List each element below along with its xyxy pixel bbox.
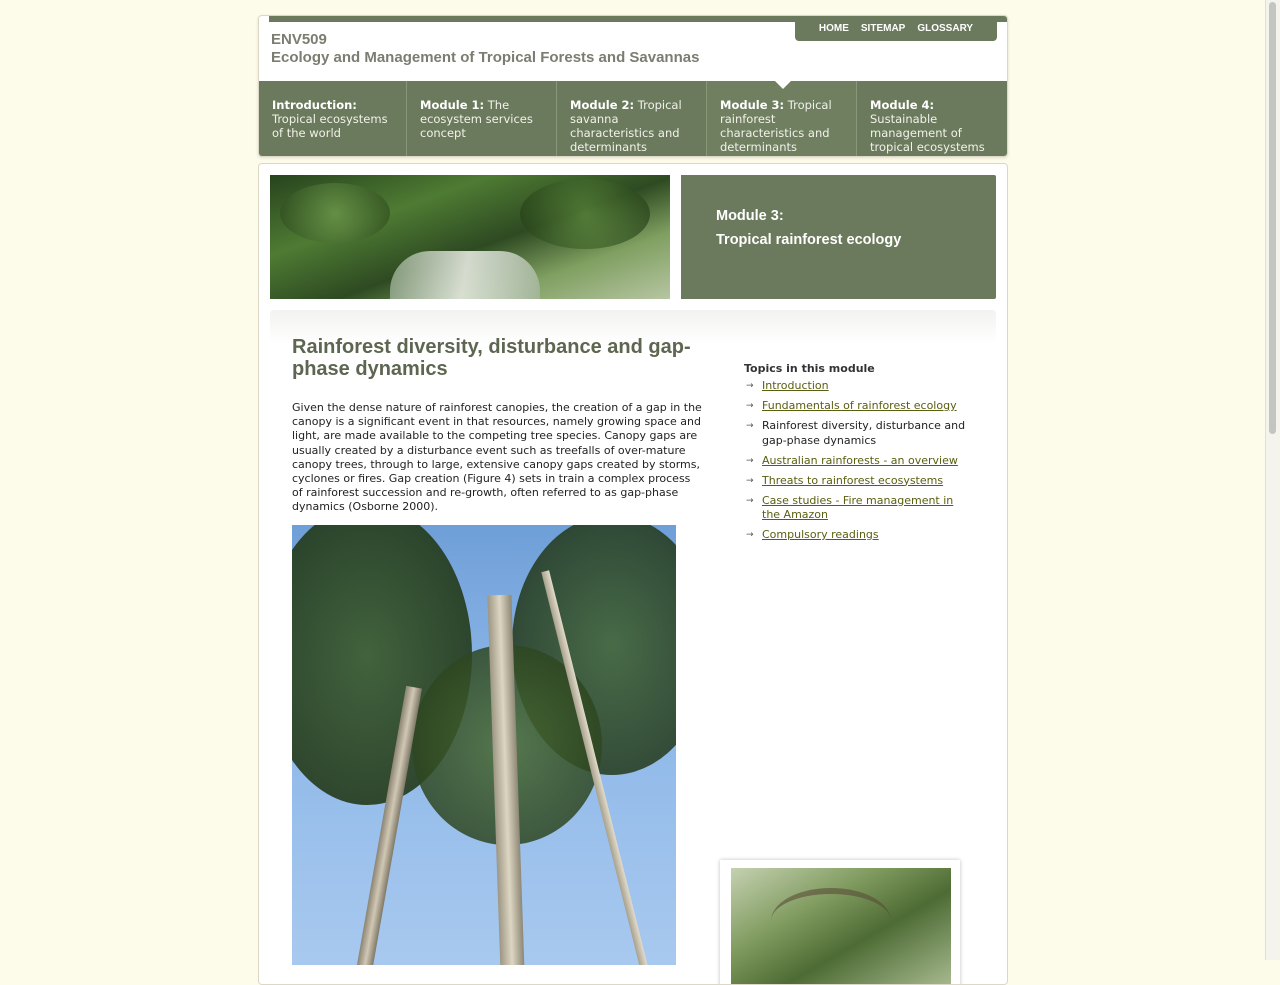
topic-item: [744, 528, 974, 543]
nav-item-text: The ecosystem services concept: [420, 98, 533, 140]
course-code: ENV509: [271, 31, 327, 48]
figure-canopy-gap-photo: [292, 525, 676, 965]
topic-link-introduction[interactable]: Introduction: [762, 379, 829, 392]
topic-item: [744, 494, 974, 523]
course-title: Ecology and Management of Tropical Forests and Savannas: [271, 49, 700, 66]
topic-item: [744, 474, 974, 489]
topic-link-compulsory-readings[interactable]: Compulsory readings: [762, 528, 879, 541]
nav-item-text: Tropical rainforest characteristics and determinants: [720, 98, 832, 154]
side-photo-branch: [771, 888, 891, 954]
nav-item-bold: Module 3:: [720, 98, 785, 112]
main-content: [258, 163, 1008, 985]
glossary-link[interactable]: GLOSSARY: [917, 23, 974, 34]
scrollbar[interactable]: [1265, 0, 1280, 960]
module-banner: [681, 175, 996, 299]
module-nav: [259, 81, 1007, 156]
topic-link-fundamentals[interactable]: Fundamentals of rainforest ecology: [762, 399, 957, 412]
nav-module-4[interactable]: [857, 81, 1007, 156]
sitemap-link[interactable]: SITEMAP: [860, 23, 906, 34]
home-link[interactable]: HOME: [818, 23, 849, 34]
banner-module-title: Tropical rainforest ecology: [716, 232, 902, 248]
topic-item: [744, 399, 974, 414]
topic-item: [744, 454, 974, 469]
nav-module-3[interactable]: [707, 81, 857, 156]
site-header: [258, 15, 1008, 157]
nav-module-2[interactable]: [557, 81, 707, 156]
utility-nav: [795, 16, 997, 41]
nav-introduction[interactable]: [259, 81, 407, 156]
page-title: Rainforest diversity, disturbance and gap-phase dynamics: [292, 336, 691, 380]
side-photo: [731, 868, 951, 985]
scrollbar-thumb[interactable]: [1269, 2, 1276, 434]
topic-item: [744, 419, 974, 448]
nav-item-text: Sustainable management of tropical ecosystems: [870, 112, 985, 154]
body-paragraph: Given the dense nature of rainforest canopies, the creation of a gap in the canopy is a significant event in that resources, namely growing space and light, are made available to the competing tree species. Canopy gaps are usually created by a disturbance event such as treefalls of over-mature canopy trees, through to large, extensive canopy gaps created by storms, cyclones or fires. Gap creation (Figure 4) sets in train a complex process of rainforest succession and re-growth, often referred to as gap-phase dynamics (Osborne 2000).: [292, 401, 702, 514]
nav-item-bold: Module 2:: [570, 98, 635, 112]
nav-item-text: Tropical ecosystems of the world: [272, 112, 388, 140]
topic-link-case-studies[interactable]: Case studies - Fire management in the Amazon: [762, 493, 954, 521]
banner-rainforest-photo: [270, 175, 670, 299]
nav-module-1[interactable]: [407, 81, 557, 156]
banner-module-label: Module 3:: [716, 208, 784, 224]
nav-item-bold: Module 4:: [870, 98, 935, 112]
banner-foliage: [280, 183, 390, 243]
side-photo-frame: [720, 860, 960, 985]
topic-current: Rainforest diversity, disturbance and gap-phase dynamics: [762, 419, 966, 447]
banner-foliage: [520, 179, 650, 249]
topic-link-australian-rainforests[interactable]: Australian rainforests - an overview: [762, 453, 958, 467]
nav-item-bold: Module 1:: [420, 98, 485, 112]
banner-stream: [390, 251, 540, 299]
topics-list: [744, 379, 974, 548]
nav-item-bold: Introduction:: [272, 98, 357, 112]
nav-item-text: Tropical savanna characteristics and determinants: [570, 98, 682, 154]
topic-item: [744, 379, 974, 394]
topics-heading: Topics in this module: [744, 362, 875, 375]
topic-link-threats[interactable]: Threats to rainforest ecosystems: [762, 473, 944, 487]
